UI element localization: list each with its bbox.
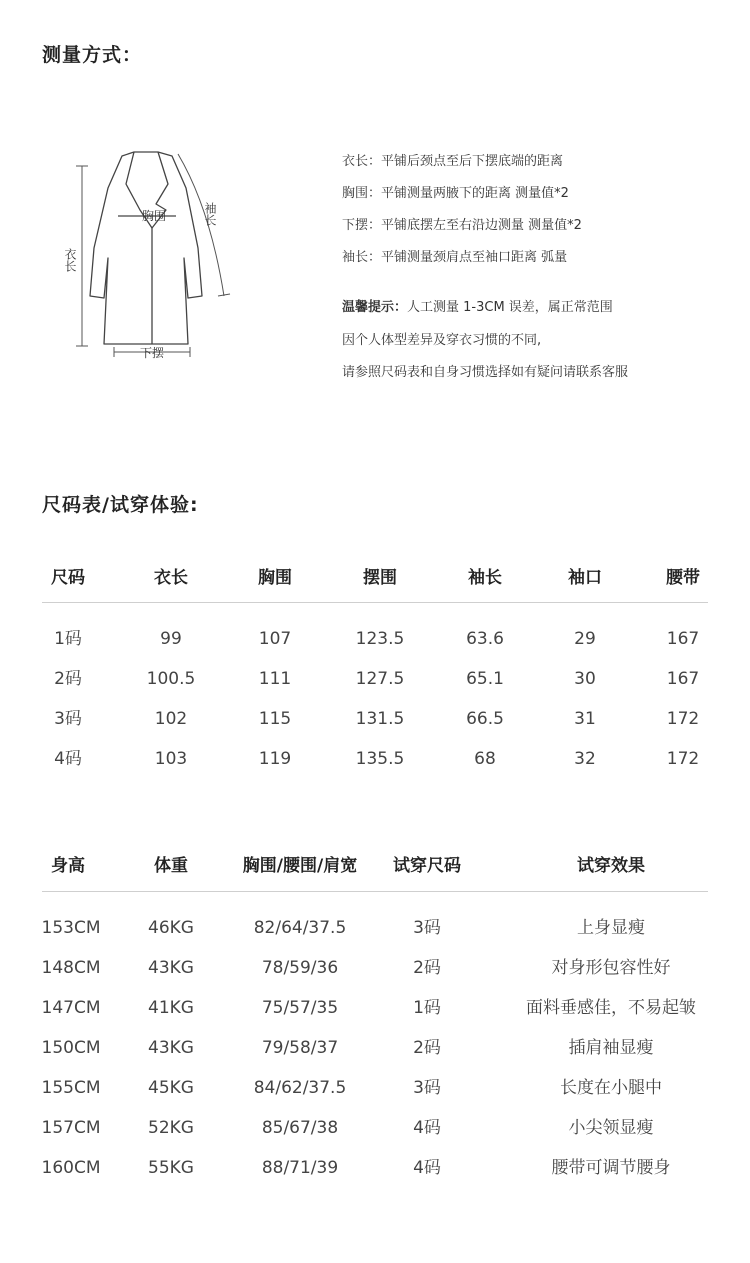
table-cell: 82/64/37.5	[253, 918, 347, 938]
header-cell: 衣长	[154, 568, 188, 588]
table-cell: 1码	[54, 629, 82, 649]
header-cell: 腰带	[666, 568, 700, 588]
table-row	[42, 659, 708, 699]
table-cell: 3码	[54, 709, 82, 729]
table-cell: 3码	[413, 918, 441, 938]
table-cell: 123.5	[355, 629, 405, 649]
table-cell: 31	[574, 709, 596, 729]
table-cell: 172	[666, 709, 700, 729]
size-table	[42, 558, 708, 779]
table-cell: 43KG	[148, 958, 194, 978]
table-cell: 对身形包容性好	[551, 958, 671, 978]
table-cell: 上身显瘦	[577, 918, 645, 938]
diagram-hem-label: 下摆	[139, 346, 165, 360]
header-cell: 袖口	[568, 568, 602, 588]
table-row	[42, 1068, 708, 1108]
tip-line-2: 因个人体型差异及穿衣习惯的不同,	[342, 333, 542, 348]
table-row	[42, 1148, 708, 1188]
table-cell: 55KG	[148, 1158, 194, 1178]
size-title: 尺码表/试穿体验:	[42, 494, 199, 516]
table-cell: 172	[666, 749, 700, 769]
table-cell: 腰带可调节腰身	[551, 1158, 671, 1178]
table-cell: 167	[666, 629, 700, 649]
header-cell: 胸围	[258, 568, 292, 588]
header-cell: 身高	[51, 856, 85, 876]
table-cell: 150CM	[41, 1038, 101, 1058]
note-chest: 胸围：平铺测量两腋下的距离 测量值*2	[342, 186, 569, 201]
note-hem: 下摆：平铺底摆左至右沿边测量 测量值*2	[342, 218, 582, 233]
table-cell: 131.5	[355, 709, 405, 729]
header-cell: 袖长	[468, 568, 502, 588]
note-sleeve: 袖长：平铺测量颈肩点至袖口距离 弧量	[342, 250, 568, 265]
table-cell: 153CM	[41, 918, 101, 938]
table-cell: 115	[258, 709, 292, 729]
header-cell: 体重	[154, 856, 188, 876]
table-cell: 46KG	[148, 918, 194, 938]
table-cell: 插肩袖显瘦	[568, 1038, 654, 1058]
table-cell: 4码	[413, 1158, 441, 1178]
tip-line-3: 请参照尺码表和自身习惯选择如有疑问请联系客服	[342, 365, 629, 380]
table-cell: 29	[574, 629, 596, 649]
table-cell: 32	[574, 749, 596, 769]
table-cell: 100.5	[146, 669, 196, 689]
table-cell: 127.5	[355, 669, 405, 689]
table-cell: 79/58/37	[261, 1038, 339, 1058]
tip-label: 温馨提示：	[342, 300, 408, 315]
table-cell: 2码	[413, 958, 441, 978]
table-cell: 102	[154, 709, 188, 729]
size-table-divider	[42, 602, 708, 603]
table-row	[42, 948, 708, 988]
table-cell: 68	[474, 749, 496, 769]
tip-text-1: 人工测量 1-3CM 误差，属正常范围	[407, 300, 613, 315]
table-cell: 2码	[413, 1038, 441, 1058]
table-cell: 4码	[54, 749, 82, 769]
table-cell: 99	[160, 629, 182, 649]
note-length: 衣长：平铺后颈点至后下摆底端的距离	[342, 154, 564, 169]
table-cell: 63.6	[466, 629, 504, 649]
table-cell: 2码	[54, 669, 82, 689]
table-cell: 148CM	[41, 958, 101, 978]
table-row	[42, 988, 708, 1028]
table-row	[42, 739, 708, 779]
fit-table-divider	[42, 891, 708, 892]
table-cell: 84/62/37.5	[253, 1078, 347, 1098]
header-cell: 胸围/腰围/肩宽	[242, 856, 358, 876]
size-table-header	[42, 558, 708, 598]
table-row	[42, 1028, 708, 1068]
table-cell: 小尖领显瘦	[568, 1118, 654, 1138]
header-cell: 摆围	[363, 568, 397, 588]
fit-table-body	[42, 908, 708, 1188]
table-cell: 75/57/35	[261, 998, 339, 1018]
table-cell: 147CM	[41, 998, 101, 1018]
measure-title: 测量方式：	[42, 44, 143, 66]
diagram-chest-label: 胸围	[141, 209, 167, 223]
diagram-sleeve-label: 袖长	[203, 202, 217, 226]
table-cell: 3码	[413, 1078, 441, 1098]
table-cell: 167	[666, 669, 700, 689]
table-cell: 52KG	[148, 1118, 194, 1138]
table-cell: 43KG	[148, 1038, 194, 1058]
table-cell: 1码	[413, 998, 441, 1018]
size-table-body	[42, 619, 708, 779]
table-cell: 长度在小腿中	[560, 1078, 662, 1098]
fit-table	[42, 846, 708, 1188]
table-cell: 103	[154, 749, 188, 769]
table-cell: 66.5	[466, 709, 504, 729]
header-cell: 试穿尺码	[393, 856, 461, 876]
table-cell: 4码	[413, 1118, 441, 1138]
table-cell: 119	[258, 749, 292, 769]
header-cell: 试穿效果	[577, 856, 645, 876]
header-cell: 尺码	[51, 568, 85, 588]
diagram-length-label: 衣长	[63, 248, 77, 272]
table-row	[42, 908, 708, 948]
tip-line-1	[342, 296, 613, 315]
table-row	[42, 1108, 708, 1148]
table-cell: 111	[258, 669, 292, 689]
table-cell: 面料垂感佳，不易起皱	[526, 998, 696, 1018]
table-cell: 135.5	[355, 749, 405, 769]
table-cell: 155CM	[41, 1078, 101, 1098]
table-cell: 157CM	[41, 1118, 101, 1138]
table-row	[42, 619, 708, 659]
table-row	[42, 699, 708, 739]
coat-diagram	[60, 148, 240, 364]
table-cell: 107	[258, 629, 292, 649]
table-cell: 45KG	[148, 1078, 194, 1098]
fit-table-header	[42, 846, 708, 886]
table-cell: 88/71/39	[261, 1158, 339, 1178]
table-cell: 41KG	[148, 998, 194, 1018]
table-cell: 65.1	[466, 669, 504, 689]
table-cell: 30	[574, 669, 596, 689]
table-cell: 78/59/36	[261, 958, 339, 978]
table-cell: 160CM	[41, 1158, 101, 1178]
table-cell: 85/67/38	[261, 1118, 339, 1138]
